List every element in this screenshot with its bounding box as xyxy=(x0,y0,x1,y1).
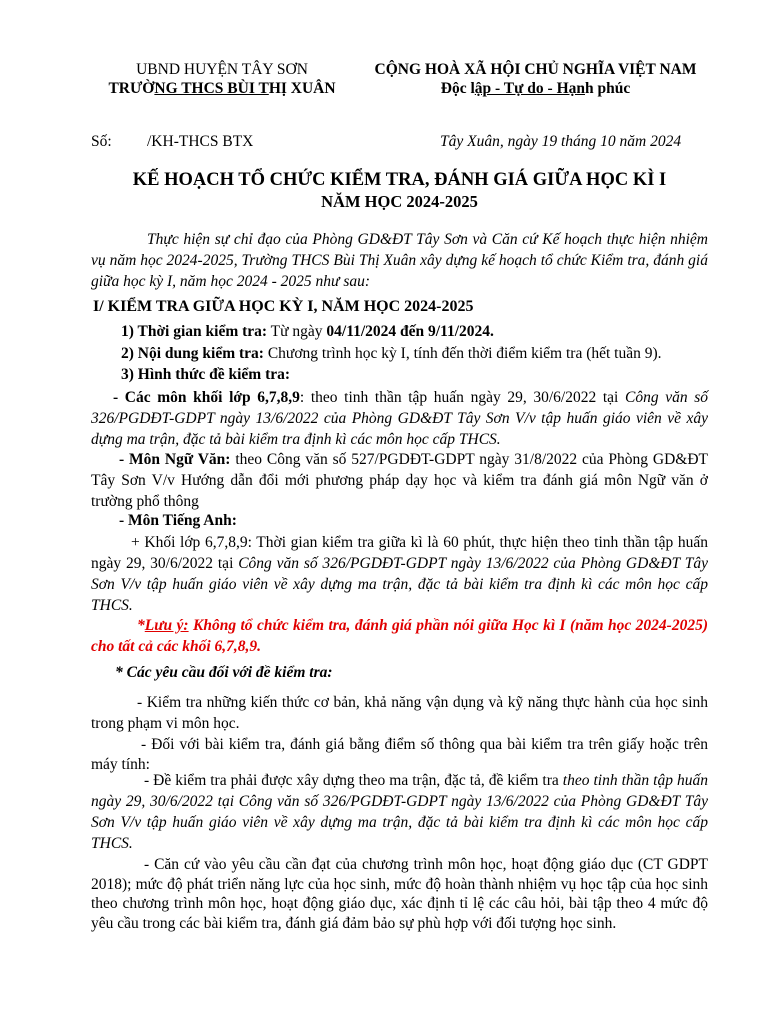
exam-content-text: Chương trình học kỳ I, tính đến thời điểm kiểm tra (hết tuần 9). xyxy=(263,345,662,362)
motto-part: h phúc xyxy=(585,80,631,97)
requirement-score-assessment: - Đối với bài kiểm tra, đánh giá bằng điểm số thông qua bài kiểm tra trên giấy hoặc trên máy tính: xyxy=(91,736,708,773)
national-motto xyxy=(358,80,713,98)
exam-time-dates: 04/11/2024 đến 9/11/2024. xyxy=(326,323,494,340)
requirement-basic-knowledge: - Kiểm tra những kiến thức cơ bản, khả năng vận dụng và kỹ năng thực hành của học sinh trong phạm vi môn học. xyxy=(91,694,708,732)
exam-time-text: Từ ngày xyxy=(267,323,327,340)
exam-time-label: 1) Thời gian kiểm tra: xyxy=(121,323,268,340)
note-label: Lưu ý: xyxy=(144,617,189,634)
intro-paragraph: Thực hiện sự chỉ đạo của Phòng GD&ĐT Tây Sơn và Căn cứ Kế hoạch thực hiện nhiệm vụ năm học 2024-2025, Trường THCS Bùi Thị Xuân xây dựng kế hoạch tổ chức Kiểm tra, đánh giá giữa học kỳ I, năm học 2024 - 2025 như sau: xyxy=(91,231,708,290)
note-star: * xyxy=(137,617,145,634)
requirement-matrix xyxy=(91,770,708,854)
english-label: - Môn Tiếng Anh: xyxy=(119,512,237,529)
exam-format-item: 3) Hình thức đề kiểm tra: xyxy=(121,366,291,383)
literature-text: theo Công văn số 527/PGDĐT-GDPT ngày 31/8/2022 của Phòng GD&ĐT Tây Sơn V/v Hướng dẫn đổi mới phương pháp dạy học và kiểm tra đánh giá môn Ngữ văn ở trường phổ thông xyxy=(91,451,708,510)
school-name-part: TRƯỜ xyxy=(108,80,155,97)
motto-underlined: ập - Tự do - Hạn xyxy=(474,80,585,97)
document-subtitle: NĂM HỌC 2024-2025 xyxy=(321,192,478,211)
literature-label: - Môn Ngữ Văn: xyxy=(119,451,231,468)
english-paragraph xyxy=(91,532,708,616)
english-text: + Khối lớp 6,7,8,9: Thời gian kiểm tra giữa kì là 60 phút, thực hiện theo tinh thần tập huấn ngày 29, 30/6/2022 tại xyxy=(91,534,708,572)
requirement-matrix-italic: theo tinh thần tập huấn ngày 29, 30/6/2022 tại Công văn số 326/PGDĐT-GDPT ngày 13/6/2022 của Phòng GD&ĐT Tây Sơn V/v tập huấn giáo viên về xây dựng ma trận, đặc tả bài kiểm tra định kì các môn học cấp THCS. xyxy=(91,772,708,852)
school-name xyxy=(92,80,352,98)
document-number-code: /KH-THCS BTX xyxy=(147,133,254,150)
exam-content-label: 2) Nội dung kiểm tra: xyxy=(121,345,264,362)
grades-text: : theo tinh thần tập huấn ngày 29, 30/6/2022 tại xyxy=(299,389,625,406)
requirement-matrix-text: - Đề kiểm tra phải được xây dựng theo ma trận, đặc tả, đề kiểm tra xyxy=(144,772,563,789)
agency-name: UBND HUYỆN TÂY SƠN xyxy=(136,61,308,78)
note-paragraph xyxy=(91,615,708,657)
national-title: CỘNG HOÀ XÃ HỘI CHỦ NGHĨA VIỆT NAM xyxy=(374,61,697,78)
section-heading: I/ KIỂM TRA GIỮA HỌC KỲ I, NĂM HỌC 2024-2025 xyxy=(93,298,474,315)
exam-content-item xyxy=(121,345,662,363)
grades-paragraph xyxy=(91,387,708,450)
place-date: Tây Xuân, ngày 19 tháng 10 năm 2024 xyxy=(440,133,682,150)
grades-italic: Công văn số 326/PGDĐT-GDPT ngày 13/6/2022 của Phòng GD&ĐT Tây Sơn V/v tập huấn giáo viên về xây dựng ma trận, đặc tả bài kiểm tra định kì các môn học cấp THCS. xyxy=(91,389,709,448)
document-number-label: Số: xyxy=(91,133,112,150)
exam-time-item xyxy=(121,323,494,341)
english-italic: Công văn số 326/PGDĐT-GDPT ngày 13/6/2022 của Phòng GD&ĐT Tây Sơn V/v tập huấn giáo viên về xây dựng ma trận, đặc tả bài kiểm tra định kì các môn học cấp THCS. xyxy=(91,555,708,614)
motto-part: Độc l xyxy=(440,80,475,97)
note-text: Không tổ chức kiểm tra, đánh giá phần nói giữa Học kì I (năm học 2024-2025) cho tất cả các khối 6,7,8,9. xyxy=(91,617,708,655)
grades-label: - Các môn khối lớp 6,7,8,9 xyxy=(113,389,300,406)
literature-paragraph xyxy=(91,449,708,512)
school-name-part: HỊ XUÂN xyxy=(268,80,336,97)
requirements-heading: * Các yêu cầu đối với đề kiểm tra: xyxy=(115,664,333,681)
school-name-underlined: NG THCS BÙI T xyxy=(154,80,269,97)
requirement-curriculum: - Căn cứ vào yêu cầu cần đạt của chương trình môn học, hoạt động giáo dục (CT GDPT 2018); mức độ phát triển năng lực của học sinh, mức độ hoàn thành nhiệm vụ học tập của học sinh theo chương trình môn học, hoạt động giáo dục, xác định tỉ lệ các câu hỏi, bài tập theo 4 mức độ yêu cầu trong các bài kiểm tra, đánh giá đảm bảo sự phù hợp với đối tượng học sinh. xyxy=(91,856,708,932)
document-title: KẾ HOẠCH TỔ CHỨC KIỂM TRA, ĐÁNH GIÁ GIỮA HỌC KÌ I xyxy=(132,170,667,190)
